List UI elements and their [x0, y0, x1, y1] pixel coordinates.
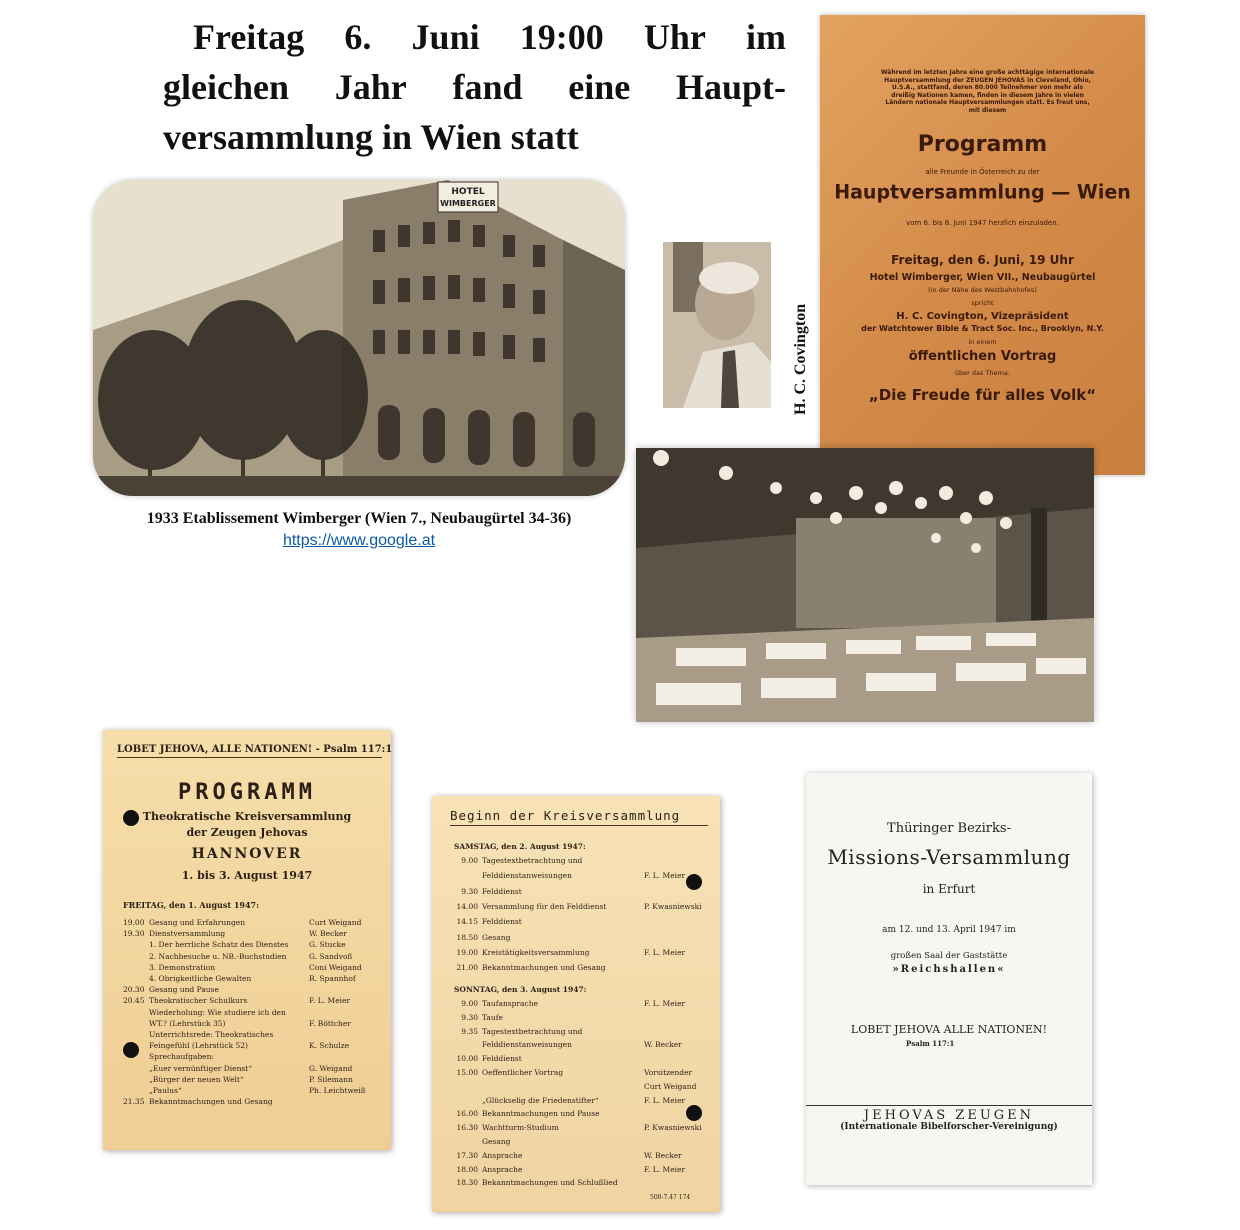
row-speaker	[644, 1027, 706, 1036]
schedule-row	[454, 1027, 706, 1036]
portrait-name-label	[770, 260, 809, 420]
card-org-sub: (Internationale Bibelforscher-Vereinigung)	[840, 1122, 1058, 1132]
hall-interior-photo	[636, 448, 1094, 722]
row-speaker	[644, 1137, 706, 1146]
schedule-row	[123, 974, 371, 983]
schedule-row	[454, 856, 706, 865]
schedule-row	[454, 948, 706, 957]
sheet-footer: 500-7.47 174	[650, 1194, 691, 1201]
row-time	[123, 940, 149, 949]
flyer-speaker: H. C. Covington, Vizepräsident	[896, 311, 1069, 322]
flyer-talk: öffentlichen Vortrag	[908, 349, 1057, 364]
card-psalm: Psalm 117:1	[906, 1039, 955, 1048]
heading-word: gleichen	[163, 67, 289, 107]
heading-word: versammlung in Wien statt	[163, 117, 579, 157]
sheet-day: FREITAG, den 1. August 1947:	[123, 900, 260, 910]
row-time	[123, 963, 149, 972]
row-speaker: R. Spannhof	[309, 974, 356, 983]
row-text: Tagestextbetrachtung und	[482, 856, 583, 865]
row-text	[482, 1082, 644, 1091]
row-text: Gesang und Erfahrungen	[149, 918, 246, 927]
row-text: 3. Demonstration	[149, 962, 216, 972]
hotel-caption: 1933 Etablissement Wimberger (Wien 7., Neubaugürtel 34-36)	[146, 510, 572, 527]
heading-word: 6.	[344, 17, 372, 57]
row-time: 17.30	[456, 1150, 478, 1160]
flyer-time: Freitag, den 6. Juni, 19 Uhr	[891, 253, 1074, 267]
row-time	[123, 1075, 149, 1084]
row-time: 10.00	[456, 1054, 478, 1064]
schedule-row	[454, 999, 706, 1008]
flyer-near: (in der Nähe des Westbahnhofes)	[928, 286, 1037, 294]
card-motto: LOBET JEHOVA ALLE NATIONEN!	[850, 1023, 1048, 1036]
row-text: Tagestextbetrachtung und	[482, 1026, 583, 1036]
schedule-row	[454, 1054, 706, 1063]
hall-illustration	[636, 448, 1094, 722]
row-text: „Bürger der neuen Welt“	[149, 1074, 244, 1084]
row-speaker: F. L. Meier	[644, 1095, 686, 1105]
row-text: Feingefühl (Lehrstück 52)	[149, 1041, 248, 1051]
flyer-event: Hauptversammlung — Wien	[834, 180, 1131, 204]
heading-word: Jahr	[334, 67, 407, 107]
schedule-row	[454, 1123, 706, 1132]
row-text: Bekanntmachungen und Schlußlied	[482, 1178, 618, 1188]
row-speaker	[309, 1097, 371, 1106]
row-time: 21.00	[456, 963, 478, 973]
program-erfurt-card	[806, 773, 1092, 1185]
row-speaker: P. Kwasniewski	[644, 1123, 702, 1133]
row-text: „Paulus“	[149, 1086, 182, 1095]
flyer-title: Programm	[917, 132, 1048, 157]
row-time: 9.30	[461, 886, 478, 896]
row-text: Wiederholung: Wie studiere ich den	[149, 1007, 286, 1017]
source-link[interactable]: https://www.google.at	[282, 532, 436, 549]
row-time	[454, 1137, 482, 1146]
sheet-header: LOBET JEHOVA, ALLE NATIONEN! - Psalm 117:1	[117, 744, 382, 758]
schedule-row	[123, 963, 371, 972]
row-time: 19.30	[123, 929, 145, 939]
hotel-sign-line1: HOTEL	[451, 187, 485, 197]
hotel-illustration	[93, 180, 625, 496]
schedule-row	[454, 1109, 706, 1118]
row-text: „Euer vernünftiger Dienst“	[149, 1063, 253, 1073]
row-time: 16.00	[456, 1109, 478, 1119]
row-time: 19.00	[456, 947, 478, 957]
punch-hole	[686, 1105, 702, 1121]
row-speaker: F. Böttcher	[309, 1018, 351, 1028]
portrait-illustration	[663, 242, 771, 408]
schedule-row	[123, 1008, 371, 1017]
row-speaker: G. Weigand	[309, 1063, 353, 1073]
row-text: Bekanntmachungen und Pause	[482, 1109, 600, 1119]
schedule-row	[454, 1013, 706, 1022]
schedule-row	[123, 1019, 371, 1028]
row-speaker: F. L. Meier	[309, 996, 351, 1006]
schedule-row	[454, 933, 706, 942]
row-time: 9.00	[461, 856, 478, 865]
row-time	[123, 1030, 149, 1039]
flyer-intro: Während im letzten Jahre eine große achttägige internationale Hauptversammlung der ZEUGEN JEHOVAS in Cleveland, Ohio, U.S.A., stattfand, deren 80.000 Teilnehmer von mehr als dreißig Nationen kamen, finden in diesem Jahre in vielen Ländern nationale Hauptversammlungen statt. Es freut uns, mit diesem	[880, 69, 1095, 114]
flyer-in: in einem	[968, 338, 997, 346]
row-text: „Glückselig die Friedenstifter“	[482, 1095, 599, 1105]
card-title: Missions-Versammlung	[827, 845, 1071, 869]
flyer-theme-intro: über das Thema:	[954, 369, 1011, 377]
row-time	[123, 1086, 149, 1095]
sheet-dates: 1. bis 3. August 1947	[181, 869, 313, 882]
row-time	[123, 952, 149, 961]
sheet-title: Beginn der Kreisversammlung	[450, 808, 708, 826]
schedule-row	[123, 1086, 371, 1095]
row-speaker: G. Sandvoß	[309, 951, 353, 961]
row-text: Felddienst	[482, 917, 522, 927]
row-speaker: Ph. Leichtweiß	[309, 1086, 366, 1095]
row-text: Taufe	[482, 1012, 503, 1022]
row-text: WT.? (Lehrstück 35)	[149, 1018, 226, 1028]
row-time: 21.35	[123, 1097, 145, 1107]
heading-line-1	[163, 12, 786, 62]
hotel-wimberger-photo	[93, 180, 625, 496]
punch-hole	[123, 810, 139, 826]
row-time	[123, 1008, 149, 1017]
row-text: Ansprache	[482, 1150, 523, 1160]
schedule-row	[123, 940, 371, 949]
row-time: 16.30	[456, 1123, 478, 1133]
program-wien-flyer	[820, 15, 1145, 475]
row-speaker: P. Kwasniewski	[644, 901, 702, 911]
row-time	[123, 974, 149, 983]
row-time: 20.30	[123, 985, 145, 995]
row-time: 9.35	[461, 1026, 478, 1036]
schedule-row	[123, 985, 371, 994]
row-speaker	[309, 1052, 371, 1061]
schedule-row	[454, 917, 706, 926]
flyer-venue: Hotel Wimberger, Wien VII., Neubaugürtel	[869, 272, 1096, 283]
row-speaker	[644, 963, 706, 972]
schedule-row	[454, 871, 706, 880]
row-time	[454, 1082, 482, 1091]
schedule-row	[454, 887, 706, 896]
row-text: 1. Der herrliche Schatz des Dienstes	[149, 940, 289, 950]
card-line-a: Thüringer Bezirks-	[887, 821, 1011, 836]
row-speaker: P. Silemann	[309, 1074, 353, 1084]
heading-line-3	[163, 112, 786, 162]
schedule-row	[123, 1075, 371, 1084]
row-text: Gesang	[482, 932, 511, 942]
row-speaker	[644, 1054, 706, 1063]
row-text: Versammlung für den Felddienst	[482, 901, 607, 911]
row-speaker: Curt Weigand	[644, 1081, 697, 1091]
schedule-row	[123, 918, 371, 927]
row-speaker: G. Stucke	[309, 940, 346, 950]
schedule-row	[123, 996, 371, 1005]
schedule-row	[454, 963, 706, 972]
row-time	[454, 1096, 482, 1105]
heading-word: eine	[568, 67, 631, 107]
flyer-org: der Watchtower Bible & Tract Soc. Inc., Brooklyn, N.Y.	[861, 324, 1104, 333]
row-text: Felddienstanweisungen	[482, 871, 572, 881]
row-text: Felddienst	[482, 886, 522, 896]
schedule-row	[454, 1096, 706, 1105]
row-time	[454, 871, 482, 880]
schedule-row	[123, 1097, 371, 1106]
schedule-row	[123, 1064, 371, 1073]
schedule-row	[123, 952, 371, 961]
row-speaker: F. L. Meier	[644, 1164, 686, 1174]
portrait-name: H. C. Covington	[792, 303, 809, 415]
row-text: Gesang	[482, 1137, 511, 1146]
row-time: 9.30	[461, 1012, 478, 1022]
row-speaker: W. Becker	[644, 1150, 682, 1160]
row-text: Bekanntmachungen und Gesang	[482, 963, 606, 973]
row-time	[454, 1040, 482, 1049]
flyer-sub: alle Freunde in Österreich zu der	[925, 168, 1040, 176]
heading-word: 19:00	[519, 17, 604, 57]
hotel-sign-line2: WIMBERGER	[440, 199, 496, 208]
schedule-row	[454, 1178, 706, 1187]
row-speaker	[309, 1030, 371, 1039]
row-time: 18.00	[456, 1164, 478, 1174]
row-time	[123, 1064, 149, 1073]
sheet-day-2: SONNTAG, den 3. August 1947:	[454, 985, 587, 994]
flyer-dates: vom 6. bis 8. Juni 1947 herzlich einzuladen.	[906, 219, 1059, 227]
row-text: 4. Obrigkeitliche Gewalten	[149, 974, 252, 983]
schedule-row	[454, 1165, 706, 1174]
flyer-speaks: spricht	[971, 299, 994, 307]
card-org: JEHOVAS ZEUGEN	[806, 1105, 1092, 1123]
row-speaker	[309, 985, 371, 994]
row-text: Theokratischer Schulkurs	[149, 996, 248, 1006]
heading-word: Uhr	[643, 17, 706, 57]
row-time: 15.00	[456, 1068, 478, 1077]
row-speaker	[644, 1178, 706, 1187]
row-text: Taufansprache	[482, 999, 538, 1008]
sheet-day-1: SAMSTAG, den 2. August 1947:	[454, 842, 586, 851]
covington-portrait	[663, 242, 771, 408]
row-time: 14.00	[456, 901, 478, 911]
row-time: 14.15	[456, 917, 478, 927]
row-text: Wachtturm-Studium	[482, 1123, 559, 1133]
row-speaker: K. Schulze	[309, 1041, 350, 1051]
heading-word: Freitag	[193, 17, 305, 57]
schedule-row	[123, 1030, 371, 1039]
punch-hole	[686, 874, 702, 890]
sheet-line1: Theokratische Kreisversammlung	[142, 810, 352, 823]
schedule-row	[454, 1082, 706, 1091]
heading-word: Juni	[411, 17, 480, 57]
schedule-row	[454, 1137, 706, 1146]
heading-word: fand	[452, 67, 523, 107]
row-speaker: F. L. Meier	[644, 999, 686, 1008]
schedule-row	[454, 1068, 706, 1077]
row-speaker	[309, 1008, 371, 1017]
row-speaker	[644, 917, 706, 926]
schedule-row	[454, 902, 706, 911]
row-text: 2. Nachbesuche u. NB.-Buchstudien	[149, 951, 287, 961]
row-time	[123, 1019, 149, 1028]
punch-hole	[123, 1042, 139, 1058]
schedule-row	[454, 1040, 706, 1049]
row-speaker	[644, 1013, 706, 1022]
row-speaker: Curt Weigand	[309, 918, 362, 927]
sheet-title: PROGRAMM	[178, 780, 316, 805]
schedule-row	[123, 1041, 371, 1050]
sheet-city: HANNOVER	[191, 846, 303, 862]
row-speaker	[644, 856, 706, 865]
row-text: Felddienstanweisungen	[482, 1040, 572, 1050]
row-speaker: Vorsitzender	[644, 1068, 693, 1077]
heading-word: im	[745, 17, 786, 57]
row-speaker: F. L. Meier	[644, 947, 686, 957]
row-text: Felddienst	[482, 1054, 522, 1064]
row-time: 9.00	[461, 999, 478, 1008]
schedule-row	[123, 929, 371, 938]
row-text: Oeffentlicher Vortrag	[482, 1068, 564, 1077]
card-city: in Erfurt	[922, 882, 976, 896]
sheet-line2: der Zeugen Jehovas	[186, 826, 308, 839]
page-heading	[163, 12, 786, 162]
flyer-theme: „Die Freude für alles Volk“	[868, 386, 1097, 404]
heading-line-2	[163, 62, 786, 112]
schedule-row	[123, 1052, 371, 1061]
card-dates: am 12. und 13. April 1947 im	[882, 925, 1016, 935]
row-speaker	[644, 933, 706, 942]
program-hannover-sheet	[103, 730, 391, 1150]
row-text: Sprechaufgaben:	[149, 1052, 214, 1062]
row-text: Unterrichtsrede: Theokratisches	[149, 1030, 274, 1039]
row-text: Dienstversammlung	[149, 929, 226, 939]
row-speaker: W. Becker	[644, 1040, 682, 1050]
row-text: Kreistätigkeitsversammlung	[482, 947, 590, 957]
schedule-row	[454, 1151, 706, 1160]
row-time: 19.00	[123, 918, 145, 927]
row-time: 20.45	[123, 996, 145, 1006]
card-venue-intro: großen Saal der Gaststätte	[890, 951, 1008, 961]
row-text: Ansprache	[482, 1164, 523, 1174]
row-speaker: Coni Weigand	[309, 962, 362, 972]
row-speaker: F. L. Meier	[644, 871, 686, 881]
card-venue: »Reichshallen«	[892, 964, 1006, 975]
row-text: Gesang und Pause	[149, 985, 219, 995]
row-speaker: W. Becker	[309, 929, 347, 939]
row-time: 18.30	[456, 1178, 478, 1188]
row-text: Bekanntmachungen und Gesang	[149, 1097, 273, 1107]
program-kreis-sheet	[432, 796, 720, 1212]
heading-word: Haupt-	[675, 67, 786, 107]
row-time: 18.50	[456, 932, 478, 942]
